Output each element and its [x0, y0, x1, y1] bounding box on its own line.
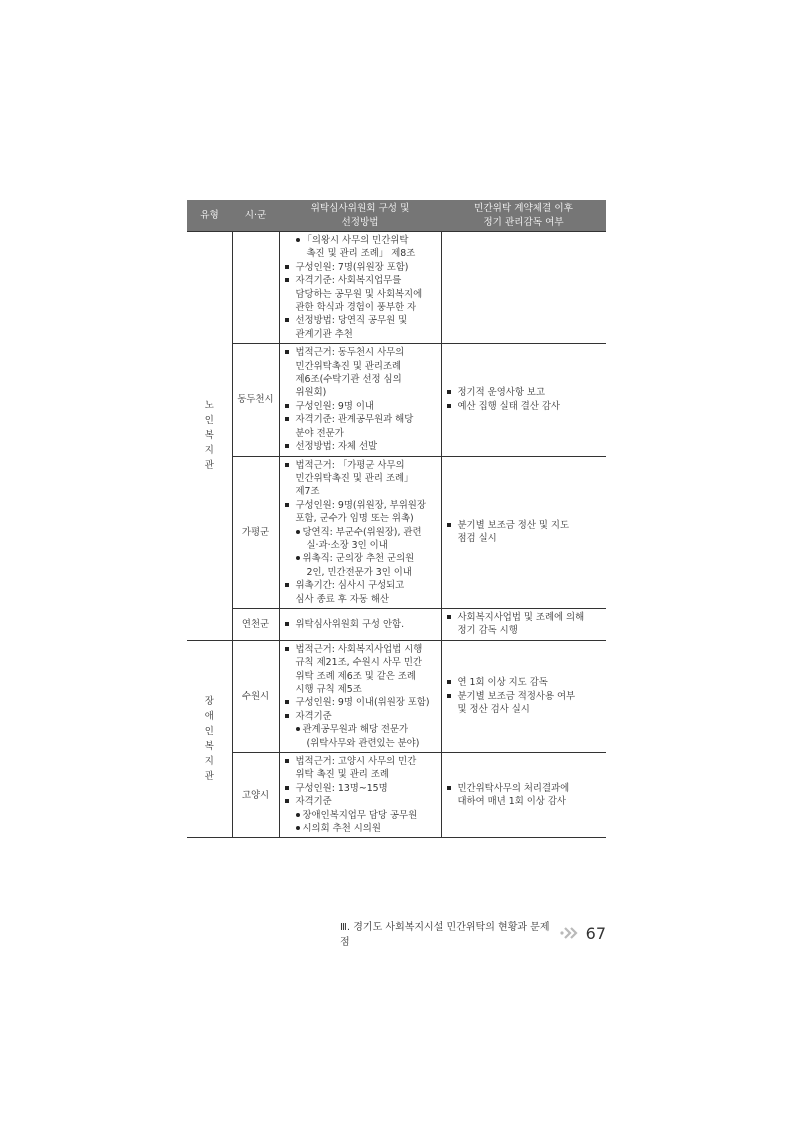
list-item: 및 정산 검사 실시	[457, 704, 530, 716]
supervision-list	[445, 676, 604, 716]
type-cell	[187, 640, 232, 838]
type-char: 지	[204, 445, 214, 457]
page-number: 67	[585, 923, 606, 943]
header-committee	[279, 200, 441, 232]
header-committee-line: 선정방법	[341, 216, 379, 228]
page-footer	[340, 922, 606, 948]
list-item: 점검 실시	[457, 533, 497, 545]
list-item: 관한 학식과 경험이 풍부한 자	[295, 302, 417, 314]
header-supervision	[441, 200, 606, 232]
header-type: 유형	[187, 200, 232, 232]
type-char: 인	[204, 726, 214, 738]
list-item: 관계공무원과 해당 전문가	[283, 723, 438, 736]
city-cell	[232, 232, 279, 344]
list-item: 위탁 촉진 및 관리 조례	[295, 769, 389, 781]
list-item: 자격기준: 관계공무원과 해당	[283, 413, 438, 426]
committee-list	[283, 755, 438, 835]
list-item: 법적근거: 고양시 사무의 민간	[283, 755, 438, 768]
list-item: 분기별 보조금 정산 및 지도	[445, 519, 604, 532]
table-row	[187, 753, 606, 838]
list-item: (위탁사무와 관련있는 분야)	[306, 737, 420, 749]
header-supervision-line: 민간위탁 계약체결 이후	[474, 202, 573, 214]
table-row	[187, 640, 606, 752]
list-item: 정기 감독 시행	[457, 625, 518, 637]
committee-cell	[279, 608, 441, 640]
committee-cell	[279, 344, 441, 456]
list-item: 위탁 조례 제6조 및 같은 조례	[295, 670, 416, 682]
table-header-row	[187, 200, 606, 232]
list-item: 법적근거: 「가평군 사무의	[283, 459, 438, 472]
header-committee-line: 위탁심사위원회 구성 및	[310, 202, 410, 214]
supervision-cell	[441, 640, 606, 752]
type-char: 지	[204, 756, 214, 768]
type-char: 인	[204, 415, 214, 427]
supervision-cell	[441, 344, 606, 456]
supervision-list	[445, 519, 604, 546]
list-item: 「의왕시 사무의 민간위탁	[283, 234, 438, 247]
supervision-cell	[441, 232, 606, 344]
list-item: 구성인원: 9명 이내	[283, 400, 438, 413]
type-char: 관	[204, 460, 214, 472]
list-item: 자격기준	[283, 710, 438, 723]
type-cell	[187, 232, 232, 641]
list-item: 민간위탁사무의 처리결과에	[445, 782, 604, 795]
facility-table	[187, 200, 606, 838]
committee-list	[283, 346, 438, 453]
table-row	[187, 456, 606, 608]
list-item: 민간위탁촉진 및 관리조례	[295, 360, 402, 372]
list-item: 촉진 및 관리 조례」 제8조	[306, 248, 416, 260]
list-item: 시행 규칙 제5조	[295, 684, 362, 695]
list-item: 포함, 군수가 임명 또는 위촉)	[295, 513, 414, 525]
header-supervision-line: 정기 관리감독 여부	[483, 216, 564, 228]
list-item: 당연직: 부군수(위원장), 관련	[283, 526, 438, 539]
list-item: 예산 집행 실태 결산 감사	[445, 400, 604, 413]
list-item: 규칙 제21조, 수원시 사무 민간	[295, 657, 422, 669]
list-item: 담당하는 공무원 및 사회복지에	[295, 288, 423, 300]
table-row	[187, 232, 606, 344]
list-item: 위탁심사위원회 구성 안함.	[283, 618, 438, 631]
table-row	[187, 608, 606, 640]
committee-cell	[279, 640, 441, 752]
list-item: 구성인원: 9명 이내(위원장 포함)	[283, 696, 438, 709]
list-item: 정기적 운영사항 보고	[445, 386, 604, 399]
list-item: 제7조	[295, 486, 320, 498]
list-item: 선정방법: 당연직 공무원 및	[283, 314, 438, 327]
committee-list	[283, 643, 438, 750]
header-city: 시·군	[232, 200, 279, 232]
table-body	[187, 232, 606, 838]
list-item: 법적근거: 동두천시 사무의	[283, 346, 438, 359]
list-item: 분기별 보조금 적정사용 여부	[445, 690, 604, 703]
committee-list	[283, 234, 438, 341]
list-item: 연 1회 이상 지도 감독	[445, 676, 604, 689]
list-item: 위촉기간: 심사시 구성되고	[283, 579, 438, 592]
list-item: 구성인원: 7명(위원장 포함)	[283, 261, 438, 274]
list-item: 관계기관 추천	[295, 328, 353, 340]
type-char: 장	[204, 696, 214, 708]
footer-chapter-title: Ⅲ. 경기도 사회복지시설 민간위탁의 현황과 문제점	[340, 922, 550, 948]
type-char: 복	[204, 741, 214, 753]
type-char: 애	[204, 711, 214, 723]
supervision-cell	[441, 456, 606, 608]
committee-cell	[279, 753, 441, 838]
table-row	[187, 344, 606, 456]
list-item: 선정방법: 자체 선발	[283, 440, 438, 453]
committee-list	[283, 459, 438, 606]
list-item: 구성인원: 9명(위원장, 부위원장	[283, 499, 438, 512]
list-item: 법적근거: 사회복지사업법 시행	[283, 643, 438, 656]
supervision-list	[445, 611, 604, 638]
double-chevron-right-icon	[560, 926, 582, 940]
list-item: 위원회)	[295, 387, 327, 399]
list-item: 자격기준: 사회복지업무를	[283, 274, 438, 287]
supervision-list	[445, 782, 604, 809]
city-cell: 수원시	[232, 640, 279, 752]
committee-cell	[279, 232, 441, 344]
list-item: 장애인복지업무 담당 공무원	[283, 809, 438, 822]
list-item: 시의회 추천 시의원	[283, 822, 438, 835]
list-item: 분야 전문가	[295, 427, 344, 439]
committee-cell	[279, 456, 441, 608]
list-item: 구성인원: 13명~15명	[283, 782, 438, 795]
supervision-cell	[441, 608, 606, 640]
list-item: 민간위탁촉진 및 관리 조례」	[295, 472, 414, 484]
supervision-cell	[441, 753, 606, 838]
list-item: 사회복지사업법 및 조례에 의해	[445, 611, 604, 624]
list-item: 2인, 민간전문가 3인 이내	[306, 566, 412, 578]
list-item: 실·과·소장 3인 이내	[306, 539, 388, 551]
type-char: 노	[204, 400, 214, 412]
list-item: 심사 종료 후 자동 해산	[295, 593, 389, 605]
city-cell: 가평군	[232, 456, 279, 608]
type-char: 관	[204, 771, 214, 783]
supervision-list	[445, 386, 604, 413]
city-cell: 동두천시	[232, 344, 279, 456]
committee-list	[283, 618, 438, 631]
list-item: 자격기준	[283, 795, 438, 808]
city-cell: 고양시	[232, 753, 279, 838]
list-item: 제6조(수탁기관 선정 심의	[295, 374, 402, 386]
city-cell: 연천군	[232, 608, 279, 640]
list-item: 대하여 매년 1회 이상 감사	[457, 796, 566, 808]
list-item: 위촉직: 군의장 추천 군의원	[283, 552, 438, 565]
type-char: 복	[204, 430, 214, 442]
